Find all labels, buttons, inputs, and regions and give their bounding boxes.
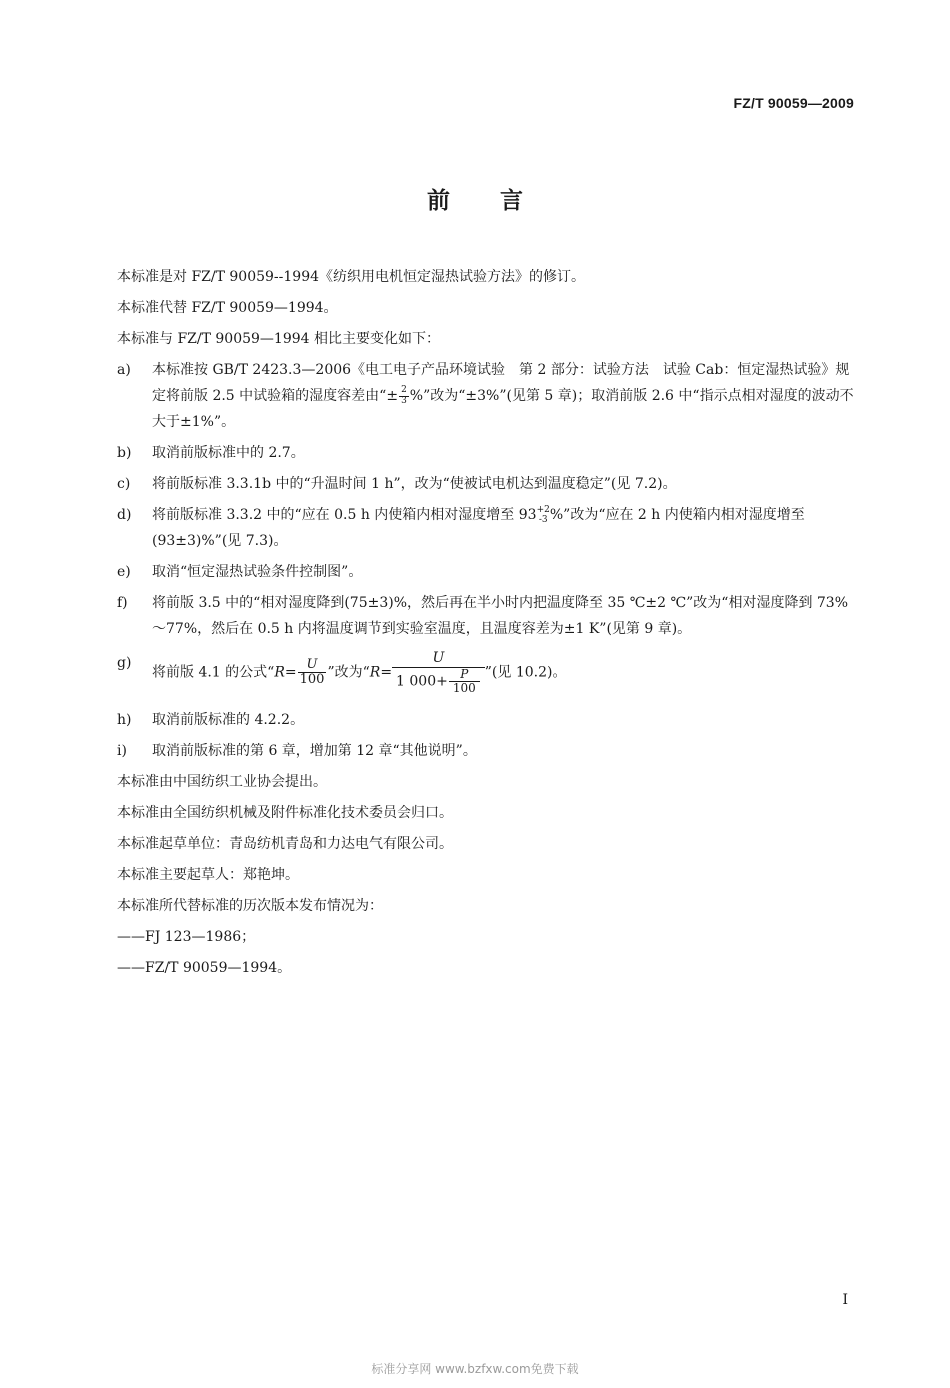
history-version-1: ——FJ 123—1986；: [117, 929, 256, 946]
formula-equals-new: =: [380, 664, 393, 681]
item-text: 将前版 4.1 的公式“: [152, 664, 275, 681]
subfraction-denominator: 100: [452, 680, 476, 695]
watermark-footer: 标准分享网 www.bzfxw.com免费下载: [371, 1362, 579, 1376]
item-label: g): [117, 655, 132, 671]
page-number: I: [842, 1292, 848, 1308]
item-text: 本标准按 GB/T 2423.3—2006《电工电子产品环境试验 第 2 部分：试验方法 试验 Cab：恒定湿热试验》规定将前版 2.5 中试验箱的湿度容差由“: [152, 362, 850, 404]
item-label: f): [117, 595, 128, 611]
formula-equals: =: [284, 664, 297, 681]
item-text-cont: ”改为“: [327, 664, 370, 681]
fraction-denominator: [392, 668, 485, 695]
item-text: 将前版 3.5 中的“相对湿度降到(75±3)%，然后再在半小时内把温度降至 35 ℃±2 ℃”改为“相对湿度降到 73%～77%，然后在 0.5 h 内将温度调节到实验室温度，且温度容差为±1 K”(见第 9 章)。: [152, 595, 849, 637]
item-text-end: ”(见 10.2)。: [484, 664, 567, 681]
tolerance-fraction: [399, 386, 409, 407]
outro-paragraph-1: 本标准由中国纺织工业协会提出。: [117, 774, 327, 791]
item-label: d): [117, 507, 132, 523]
tolerance-stack: [537, 505, 550, 525]
item-text: 取消前版标准的第 6 章，增加第 12 章“其他说明”。: [152, 743, 477, 760]
item-label: b): [117, 445, 132, 461]
item-text-cont: %”改为“应在 2 h 内使箱内相对湿度增至(93±3)%”(见 7.3)。: [152, 507, 805, 549]
change-item-c: [117, 471, 861, 497]
history-version-2: ——FZ/T 90059—1994。: [117, 960, 292, 977]
item-text: 取消前版标准中的 2.7。: [152, 445, 305, 461]
item-text: 将前版标准 3.3.1b 中的“升温时间 1 h”，改为“使被试电机达到温度稳定”(见 7.2)。: [152, 476, 677, 492]
change-item-h: [117, 707, 861, 733]
intro-paragraph-3: 本标准与 FZ/T 90059—1994 相比主要变化如下：: [117, 331, 441, 347]
old-formula-fraction: [298, 658, 327, 688]
fraction-denominator: 3: [401, 395, 407, 406]
change-item-i: [117, 738, 861, 764]
standard-code: FZ/T 90059—2009: [733, 95, 854, 111]
fraction-numerator: 2: [401, 384, 407, 395]
denominator-constant: 1 000+: [396, 673, 448, 690]
intro-paragraph-2: 本标准代替 FZ/T 90059—1994。: [117, 300, 338, 316]
item-text: 取消前版标准的 4.2.2。: [152, 712, 305, 729]
tolerance-lower: -3: [538, 515, 548, 525]
item-label: e): [117, 564, 131, 580]
change-item-f: [117, 590, 861, 642]
document-body: [117, 264, 861, 986]
item-label: i): [117, 743, 127, 760]
outro-paragraph-4: 本标准主要起草人：郑艳坤。: [117, 867, 299, 884]
new-formula-fraction: [392, 650, 485, 695]
formula-variable-r-new: R: [369, 664, 381, 681]
outro-paragraph-5: 本标准所代替标准的历次版本发布情况为：: [117, 898, 383, 915]
change-item-e: [117, 559, 861, 585]
item-text: 将前版标准 3.3.2 中的“应在 0.5 h 内使箱内相对湿度增至 93: [152, 507, 537, 523]
item-text-cont: %”改为“±3%”(见第 5 章)；取消前版 2.6 中“指示点相对湿度的波动不大于±1%”。: [152, 388, 854, 430]
page-title: 前言: [427, 188, 573, 214]
item-text: 取消“恒定湿热试验条件控制图”。: [152, 564, 363, 580]
change-item-a: [117, 357, 861, 435]
outro-paragraph-3: 本标准起草单位：青岛纺机青岛和力达电气有限公司。: [117, 836, 453, 853]
outro-paragraph-2: 本标准由全国纺织机械及附件标准化技术委员会归口。: [117, 805, 453, 822]
denominator-subfraction: [449, 668, 480, 695]
subfraction-numerator: P: [449, 668, 480, 682]
tolerance-sign: ±: [386, 388, 399, 404]
tolerance-upper: +2: [536, 505, 550, 515]
change-item-g: [117, 650, 861, 695]
item-label: h): [117, 712, 132, 729]
change-item-b: [117, 440, 861, 466]
fraction-denominator: 100: [299, 672, 325, 688]
item-label: a): [117, 362, 131, 378]
intro-paragraph-1: 本标准是对 FZ/T 90059--1994《纺织用电机恒定湿热试验方法》的修订。: [117, 269, 586, 285]
change-item-d: [117, 502, 861, 554]
formula-variable-r: R: [274, 664, 285, 681]
fraction-numerator: U: [298, 658, 327, 673]
fraction-numerator: U: [392, 650, 485, 668]
item-label: c): [117, 476, 131, 492]
